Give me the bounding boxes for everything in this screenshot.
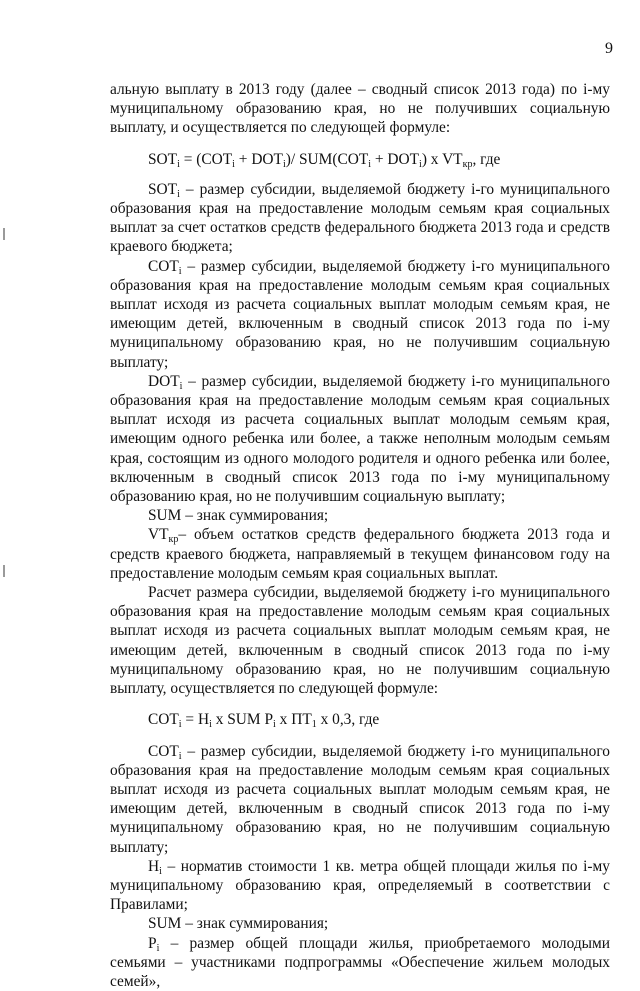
definition-h: $H_i$ – норматив стоимости 1 кв. метра общей площади жилья по i-му муниципальному образованию края, определяемый в соответствии с Правилами; xyxy=(110,857,610,914)
definition-cot: $COT_i$ – размер субсидии, выделяемой бюджету i-го муниципального образования края на предоставление молодым семьям края социальных выплат исходя из расчета социальных выплат молодым семьям края, не имеющим детей, включенным в сводный список 2013 года по i-му муниципальному образованию края, но не получившим социальную выплату; xyxy=(110,257,610,371)
definition-p: $P_i$ – размер общей площади жилья, приобретаемого молодыми семьями – участниками подпрограммы «Обеспечение жильем молодых семей», xyxy=(110,934,610,990)
definition-vt: $VT_{кр}-$ объем остатков средств федерального бюджета 2013 года и средств краевого бюджета, направляемый в текущем финансовом году на предоставление молодым семьям края социальных выплат. xyxy=(110,526,610,582)
document-body xyxy=(110,80,610,991)
definition-dot: $DOT_i$ – размер субсидии, выделяемой бюджету i-го муниципального образования края на предоставление молодым семьям края социальных выплат исходя из расчета социальных выплат молодым семьям края, имеющим одного ребенка или более, а также неполным молодым семьям края, состоящим из одного молодого родителя и одного ребенка или более, включенным в сводный список 2013 года по i-му муниципальному образованию края, но не получившим социальную выплату; xyxy=(110,372,610,506)
definition-cot-2: $COT_i$ – размер субсидии, выделяемой бюджету i-го муниципального образования края на предоставление молодым семьям края социальных выплат исходя из расчета социальных выплат молодым семьям края, не имеющим детей, включенным в сводный список 2013 года по i-му муниципальному образованию края, но не получившим социальную выплату; xyxy=(110,742,610,856)
paragraph: альную выплату в 2013 году (далее – сводный список 2013 года) по i-му муниципальному образованию края, но не получивших социальную выплату, и осуществляется по следующей формуле: xyxy=(110,81,610,137)
formula-cot: $COT_i = H_i$ x SUM $P_i$ x $ПТ_1$ x 0,3, где xyxy=(148,711,380,731)
scan-edge-mark-bottom xyxy=(3,565,5,577)
scan-edge-mark-top xyxy=(3,228,5,240)
formula-sot: $SOT_i = (COT_i + DOT_i)/$ $SUM(COT_i + DOT_i)$ x $VT_{кр}$, где xyxy=(148,150,501,170)
page-number: 9 xyxy=(605,40,613,57)
definition-sot: $SOT_i$ – размер субсидии, выделяемой бюджету i-го муниципального образования края на предоставление молодым семьям края социальных выплат за счет остатков средств федерального бюджета 2013 года и средств краевого бюджета; xyxy=(110,180,610,256)
paragraph-calculation: Расчет размера субсидии, выделяемой бюджету i-го муниципального образования края на предоставление молодым семьям края социальных выплат исходя из расчета социальных выплат молодым семьям края, не имеющим детей, включенным в сводный список 2013 года по i-му муниципальному образованию края, но не получившим социальную выплату, осуществляется по следующей формуле: xyxy=(110,584,610,698)
definition-sum-2: SUM – знак суммирования; xyxy=(148,915,329,933)
definition-sum: SUM – знак суммирования; xyxy=(148,507,329,525)
